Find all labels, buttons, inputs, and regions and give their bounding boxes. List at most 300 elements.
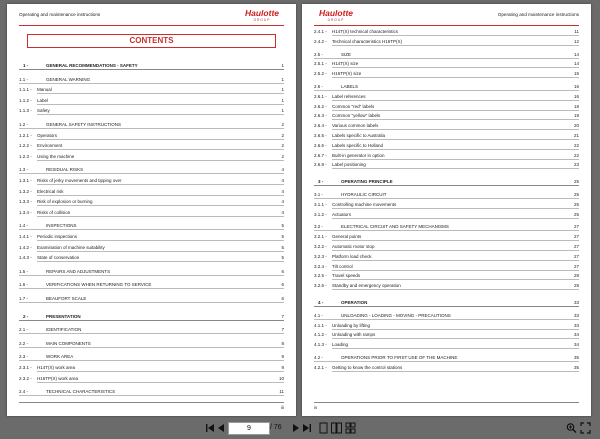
toc-row[interactable] — [314, 263, 579, 271]
toc-page-number: 25 — [573, 211, 579, 217]
toc-number: 2.4.1 - — [314, 29, 327, 34]
left-page — [7, 4, 296, 416]
toc-number: 3.2.5 - — [314, 273, 327, 279]
toc-underline — [37, 93, 284, 94]
toc-underline — [314, 319, 579, 320]
toc-page-number: 6 — [281, 296, 284, 301]
toc-page-number: 4 — [281, 209, 284, 215]
viewer-toolbar — [0, 417, 600, 439]
toc-underline — [37, 104, 284, 105]
toc-title: Controlling machine movements — [332, 201, 397, 207]
toc-page-number: 27 — [573, 263, 579, 269]
toc-number: 2.6.3 - — [314, 113, 327, 119]
toc-row[interactable] — [19, 281, 284, 289]
toc-number: 1.4 - — [19, 223, 29, 229]
toc-number: 4.1.1 - — [314, 322, 327, 328]
toc-underline — [37, 205, 284, 206]
toc-title: Operators — [37, 132, 58, 138]
haulotte-logo — [240, 9, 284, 23]
toc-row[interactable] — [19, 375, 284, 383]
toc-title: Labels specific to Australia — [332, 133, 386, 138]
toc-title: Loading — [332, 342, 349, 348]
header-text: Operating and maintenance instructions — [19, 12, 101, 17]
contents-title: CONTENTS — [129, 36, 174, 45]
toc-number: 3.1.2 - — [314, 211, 327, 217]
toc-row[interactable] — [19, 340, 284, 348]
toc-page-number: 33 — [573, 312, 579, 318]
toc-row[interactable] — [314, 282, 579, 290]
toc-page-number: 1 — [281, 108, 284, 114]
toc-number: 1.3.4 - — [19, 209, 32, 215]
toc-number: 4.1.3 - — [314, 342, 327, 348]
fullscreen-icon[interactable] — [580, 422, 591, 434]
toc-underline — [19, 302, 284, 303]
toc-row[interactable] — [19, 295, 284, 303]
toc-page-number: 23 — [573, 162, 579, 168]
toc-row[interactable] — [314, 132, 579, 140]
toc-row[interactable] — [19, 97, 284, 105]
toc-number: 1.1.2 - — [19, 97, 32, 103]
toc-underline — [37, 195, 284, 196]
toc-page-number: 15 — [573, 71, 579, 77]
toc-title: Various common labels — [332, 123, 379, 129]
toc-title: GENERAL SAFETY INSTRUCTIONS — [46, 122, 122, 127]
toc-underline — [37, 371, 284, 372]
toc-title: VERIFICATIONS WHEN RETURNING TO SERVICE — [46, 282, 152, 288]
toc-underline — [19, 288, 284, 289]
toc-number: 3.2.1 - — [314, 234, 327, 240]
two-page-view-icon[interactable] — [331, 422, 342, 434]
toc-page-number: 28 — [573, 273, 579, 279]
toc-row[interactable] — [314, 93, 579, 101]
toc-underline — [332, 100, 579, 101]
toc-row[interactable] — [19, 132, 284, 140]
toc-number: 1.6 - — [19, 282, 29, 288]
toc-title: INSPECTIONS — [46, 223, 77, 229]
toc-number: 1.3.3 - — [19, 199, 32, 205]
toc-page-number: 5 — [281, 244, 284, 250]
toc-row[interactable] — [19, 353, 284, 361]
toc-underline — [37, 160, 284, 161]
zoom-in-icon[interactable] — [566, 422, 577, 434]
toc-row[interactable] — [19, 222, 284, 230]
toc-row[interactable] — [19, 142, 284, 150]
toc-number: 1.4.3 - — [19, 255, 32, 261]
toc-title: RESIDUAL RISKS — [46, 167, 84, 173]
toc-number: 1 - — [23, 63, 29, 68]
toc-underline — [314, 58, 579, 59]
toc-row[interactable] — [19, 121, 284, 129]
toc-page-number: 18 — [573, 103, 579, 109]
toc-underline — [19, 229, 284, 230]
toc-title: MAIN COMPONENTS — [46, 340, 91, 346]
toc-row[interactable] — [314, 70, 579, 78]
thumbnails-icon[interactable] — [345, 422, 356, 434]
toc-underline — [19, 275, 284, 276]
page-header — [19, 9, 284, 23]
toc-underline — [37, 216, 284, 217]
toc-number: 1.3 - — [19, 167, 29, 173]
toc-page-number: 7 — [281, 313, 284, 319]
toc-number: 2.6 - — [314, 84, 324, 89]
toc-underline — [332, 110, 579, 111]
toc-underline — [314, 185, 579, 186]
toc-title: Label references — [332, 93, 366, 99]
toc-underline — [19, 360, 284, 361]
toc-number: 2.5.2 - — [314, 71, 327, 77]
toc-number: 4.2.1 - — [314, 364, 327, 370]
toc-row[interactable] — [19, 326, 284, 334]
toc-page-number: 11 — [574, 29, 579, 34]
toc-title: OPERATIONS PRIOR TO FIRST USE OF THE MACHINE — [341, 355, 458, 360]
toc-title: Using the machine — [37, 153, 75, 159]
toc-row[interactable] — [314, 112, 579, 120]
toc-page-number: 20 — [573, 123, 579, 129]
header-rule — [314, 25, 579, 26]
toc-underline — [19, 69, 284, 70]
toc-underline — [332, 119, 579, 120]
toc-row[interactable] — [314, 201, 579, 209]
toc-title: TECHNICAL CHARACTERISTICS — [46, 389, 116, 395]
toc-row[interactable] — [314, 253, 579, 261]
toc-underline — [332, 149, 579, 150]
toc-underline — [332, 260, 579, 261]
toc-title: Tilt control — [332, 263, 353, 269]
toc-underline — [332, 338, 579, 339]
toc-underline — [19, 173, 284, 174]
toc-underline — [332, 208, 579, 209]
toc-title: Risks of collision — [37, 209, 71, 215]
contents-title-box — [27, 34, 276, 48]
toc-row[interactable] — [314, 354, 579, 362]
toc-underline — [19, 83, 284, 84]
toc-row[interactable] — [314, 272, 579, 280]
toc-page-number: 5 — [281, 255, 284, 261]
toc-row[interactable] — [314, 322, 579, 330]
toc-number: 4 - — [318, 300, 324, 305]
toc-underline — [37, 139, 284, 140]
toc-row[interactable] — [314, 122, 579, 130]
toc-underline — [332, 77, 579, 78]
logo-word: Haulotte — [319, 8, 353, 18]
toc-page-number: 21 — [573, 133, 579, 138]
toc-page-number: 4 — [281, 167, 284, 173]
toc-number: 1.1.3 - — [19, 108, 32, 114]
toc-row[interactable] — [19, 233, 284, 241]
page-number-input[interactable] — [228, 422, 270, 435]
total-pages: / 76 — [270, 424, 282, 431]
toc-title: Unloading by lifting — [332, 322, 371, 328]
toc-row[interactable] — [19, 198, 284, 206]
toc-page-number: 28 — [573, 283, 579, 289]
toc-underline — [332, 371, 579, 372]
toc-title: H14T(X) size — [332, 61, 359, 67]
toc-underline — [314, 198, 579, 199]
toc-title: HYDRAULIC CIRCUIT — [341, 192, 387, 197]
toc-page-number: 2 — [281, 132, 284, 138]
toc-underline — [332, 270, 579, 271]
toc-row[interactable] — [314, 243, 579, 251]
toc-row[interactable] — [19, 62, 284, 70]
toc-row[interactable] — [314, 331, 579, 339]
toc-underline — [332, 67, 579, 68]
toc-underline — [37, 251, 284, 252]
toc-title: H14T(X) work area — [37, 365, 76, 370]
toc-number: 2.2 - — [19, 340, 29, 346]
header-rule — [19, 25, 284, 26]
toc-number: 3.2 - — [314, 224, 324, 230]
previous-page-icon[interactable] — [217, 422, 225, 434]
toc-number: 1.1 - — [19, 76, 29, 82]
toc-title: Periodic inspections — [37, 234, 78, 239]
toc-number: 2.6.2 - — [314, 103, 327, 109]
toc-underline — [37, 184, 284, 185]
toc-page-number: 1 — [281, 97, 284, 103]
toc-number: 1.2 - — [19, 122, 29, 127]
toc-number: 1.4.2 - — [19, 244, 32, 250]
toc-page-number: 27 — [573, 244, 579, 249]
toc-page-number: 7 — [281, 327, 284, 333]
toc-row[interactable] — [19, 76, 284, 84]
toc-underline — [332, 168, 579, 169]
toc-underline — [314, 90, 579, 91]
toc-page-number: 2 — [281, 143, 284, 149]
toc-underline — [314, 306, 579, 307]
toc-title: OPERATION — [341, 300, 368, 305]
toc-title: Built-in generator in option — [332, 152, 385, 158]
toc-row[interactable] — [314, 152, 579, 160]
toc-number: 1.4.1 - — [19, 234, 32, 239]
toc-page-number: 22 — [573, 152, 579, 158]
toc-title: Environment — [37, 143, 63, 149]
toc-page-number: 5 — [281, 223, 284, 229]
toc-number: 1.7 - — [19, 296, 29, 301]
toc-page-number: 16 — [573, 84, 579, 89]
toc-number: 4.1.2 - — [314, 332, 327, 338]
toc-number: 1.2.1 - — [19, 132, 32, 138]
toc-page-number: 35 — [573, 364, 579, 370]
toc-row[interactable] — [19, 244, 284, 252]
toc-page-number: 1 — [281, 63, 284, 68]
toc-row[interactable] — [19, 313, 284, 321]
toc-title: ELECTRICAL CIRCUIT AND SAFETY MECHANISMS — [341, 224, 449, 230]
logo-subtext: GROUP — [327, 18, 345, 22]
toc-number: 1.1.1 - — [19, 87, 32, 93]
toc-title: OPERATING PRINCIPLE — [341, 179, 393, 185]
toc-underline — [37, 114, 284, 115]
toc-underline — [19, 347, 284, 348]
toc-number: 4.1 - — [314, 312, 324, 318]
toc-title: Label — [37, 97, 49, 103]
toc-row[interactable] — [314, 299, 579, 307]
right-page — [302, 4, 591, 416]
toc-row[interactable] — [19, 188, 284, 196]
toc-page-number: 9 — [281, 354, 284, 360]
page-header — [314, 9, 579, 23]
toc-row[interactable] — [314, 364, 579, 372]
toc-underline — [332, 250, 579, 251]
toc-row[interactable] — [314, 191, 579, 199]
toc-page-number: 2 — [281, 122, 284, 127]
toc-row[interactable] — [314, 60, 579, 68]
toc-title: Technical characteristics H16TP(X) — [332, 38, 403, 44]
toc-row[interactable] — [19, 254, 284, 262]
toc-underline — [37, 382, 284, 383]
toc-title: Unloading with ramps — [332, 332, 376, 338]
single-page-view-icon[interactable] — [318, 422, 329, 434]
toc-number: 2.4 - — [19, 389, 29, 395]
toc-title: General points — [332, 234, 362, 240]
toc-page-number: 4 — [281, 178, 284, 183]
toc-number: 3 - — [318, 179, 324, 185]
toc-row[interactable] — [314, 28, 579, 36]
toc-title: SIZE — [341, 51, 352, 57]
toc-page-number: 25 — [573, 192, 579, 197]
toc-number: 2.6.5 - — [314, 133, 327, 138]
toc-number: 2.3 - — [19, 354, 29, 360]
toc-row[interactable] — [314, 178, 579, 186]
last-page-icon[interactable] — [302, 422, 312, 434]
toc-title: PRESENTATION — [46, 313, 81, 319]
toc-underline — [37, 261, 284, 262]
toc-underline — [332, 329, 579, 330]
footer-page-number: iii — [281, 405, 284, 410]
toc-page-number: 4 — [281, 188, 284, 194]
toc-number: 2.6.1 - — [314, 93, 327, 99]
toc-page-number: 14 — [573, 51, 579, 57]
toc-number: 3.1 - — [314, 192, 324, 197]
next-page-icon[interactable] — [292, 422, 300, 434]
toc-underline — [19, 395, 284, 396]
toc-page-number: 35 — [573, 355, 579, 360]
toc-title: Standby and emergency operation — [332, 283, 401, 289]
first-page-icon[interactable] — [205, 422, 215, 434]
footer-rule — [314, 402, 579, 403]
toc-row[interactable] — [314, 83, 579, 91]
toc-page-number: 9 — [281, 365, 284, 370]
toc-underline — [332, 348, 579, 349]
toc-page-number: 8 — [281, 340, 284, 346]
toc-page-number: 14 — [573, 61, 579, 67]
toc-page-number: 27 — [573, 224, 579, 230]
toc-title: REPAIRS AND ADJUSTMENTS — [46, 268, 111, 274]
footer-page-number: iv — [314, 405, 318, 410]
toc-number: 2.5 - — [314, 51, 324, 57]
toc-page-number: 6 — [281, 282, 284, 288]
toc-title: GENERAL WARNING — [46, 76, 91, 82]
toc-row[interactable] — [314, 38, 579, 46]
toc-row[interactable] — [19, 364, 284, 372]
toc-title: Labels specific to Holland — [332, 142, 384, 148]
logo-subtext: GROUP — [253, 18, 271, 22]
toc-page-number: 27 — [573, 234, 579, 240]
toc-row[interactable] — [19, 153, 284, 161]
toc-number: 3.2.6 - — [314, 283, 327, 289]
toc-page-number: 5 — [281, 234, 284, 239]
toc-page-number: 34 — [573, 342, 579, 348]
toc-row[interactable] — [19, 177, 284, 185]
toc-page-number: 1 — [281, 87, 284, 93]
toc-page-number: 34 — [573, 332, 579, 338]
toc-row[interactable] — [314, 223, 579, 231]
toc-title: Getting to know the control stations — [332, 364, 403, 370]
toc-row[interactable] — [314, 142, 579, 150]
toc-title: H14T(X) technical characteristics — [332, 29, 399, 34]
toc-row[interactable] — [19, 107, 284, 115]
header-text: Operating and maintenance instructions — [497, 12, 579, 17]
toc-underline — [314, 230, 579, 231]
toc-title: Travel speeds — [332, 273, 361, 279]
toc-title: State of conservation — [37, 255, 80, 261]
toc-title: H16TP(X) size — [332, 71, 362, 77]
toc-underline — [332, 129, 579, 130]
current-page: 9 — [247, 425, 251, 432]
toc-title: H16TP(X) work area — [37, 375, 79, 381]
toc-underline — [332, 240, 579, 241]
toc-number: 2.5.1 - — [314, 61, 327, 67]
toc-page-number: 33 — [573, 322, 579, 328]
toc-page-number: 2 — [281, 153, 284, 159]
toc-number: 4.2 - — [314, 355, 324, 360]
toc-title: Manual — [37, 87, 52, 93]
toc-number: 3.2.3 - — [314, 253, 327, 259]
toc-number: 3.1.1 - — [314, 201, 327, 207]
toc-underline — [332, 279, 579, 280]
toc-title: Electrical risk — [37, 188, 64, 194]
toc-row[interactable] — [314, 233, 579, 241]
toc-title: Actuators — [332, 211, 352, 217]
toc-row[interactable] — [19, 268, 284, 276]
toc-row[interactable] — [19, 209, 284, 217]
logo-word: Haulotte — [245, 8, 279, 18]
toc-underline — [19, 320, 284, 321]
toc-title: Label positioning — [332, 162, 366, 168]
toc-row[interactable] — [19, 388, 284, 396]
toc-number: 1.2.2 - — [19, 143, 32, 149]
toc-title: Risks of jerky movements and tipping over — [37, 178, 122, 183]
toc-page-number: 4 — [281, 199, 284, 205]
toc-number: 2.1 - — [19, 327, 29, 333]
toc-title: UNLOADING - LOADING - MOVING - PRECAUTIONS — [341, 312, 451, 318]
toc-title: BEAUFORT SCALE — [46, 296, 87, 301]
toc-row[interactable] — [19, 86, 284, 94]
toc-number: 1.3.2 - — [19, 188, 32, 194]
toc-page-number: 19 — [573, 113, 579, 119]
toc-title: GENERAL RECOMMENDATIONS - SAFETY — [46, 63, 138, 68]
toc-underline — [37, 149, 284, 150]
toc-title: LABELS — [341, 84, 359, 89]
toc-underline — [19, 128, 284, 129]
toc-number: 2 - — [23, 313, 29, 319]
toc-row[interactable] — [314, 161, 579, 169]
toc-page-number: 16 — [573, 93, 579, 99]
toc-underline — [332, 45, 579, 46]
toc-page-number: 27 — [573, 253, 579, 259]
toc-row[interactable] — [314, 103, 579, 111]
footer-rule — [19, 402, 284, 403]
toc-number: 1.3.1 - — [19, 178, 32, 183]
toc-page-number: 33 — [573, 300, 579, 305]
toc-page-number: 25 — [573, 201, 579, 207]
toc-row[interactable] — [19, 166, 284, 174]
toc-page-number: 25 — [573, 179, 579, 185]
toc-row[interactable] — [314, 51, 579, 59]
toc-number: 3.2.4 - — [314, 263, 327, 269]
toc-row[interactable] — [314, 341, 579, 349]
toc-page-number: 22 — [573, 142, 579, 148]
toc-row[interactable] — [314, 211, 579, 219]
toc-row[interactable] — [314, 312, 579, 320]
